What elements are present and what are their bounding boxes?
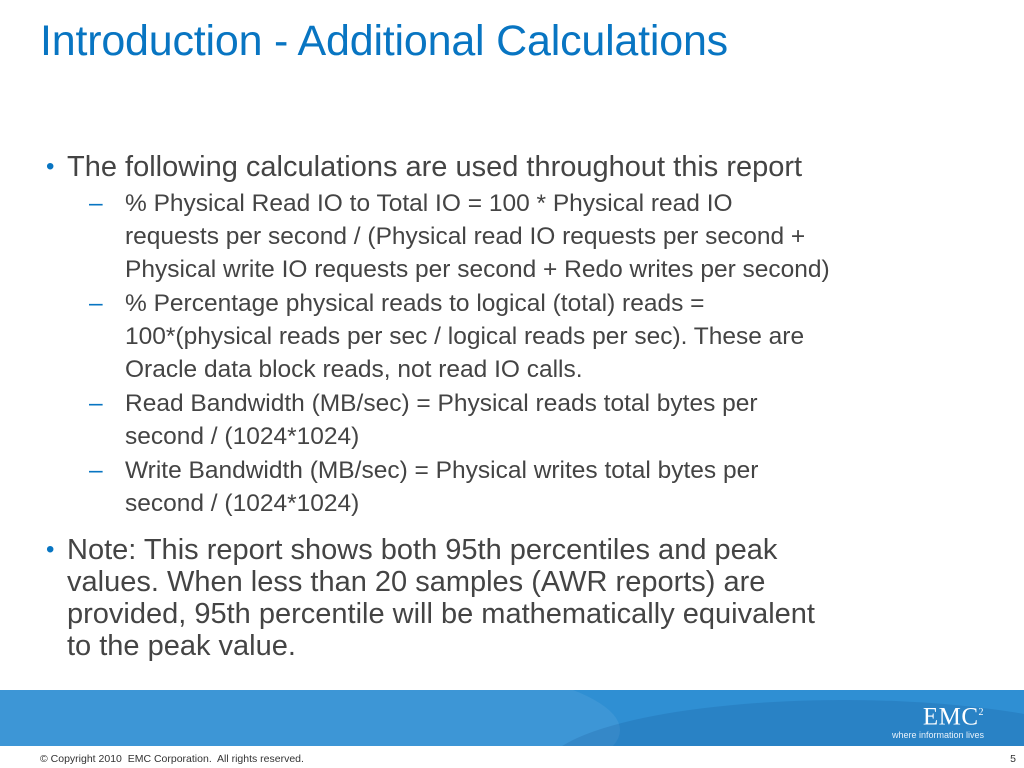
footer-band <box>0 690 1024 746</box>
dash-icon: – <box>89 457 103 484</box>
dash-icon: – <box>89 390 103 417</box>
sub-bullet-text: Read Bandwidth (MB/sec) = Physical reads total bytes per <box>125 390 758 417</box>
sub-bullet-item <box>89 287 1006 386</box>
sub-bullet-text: 100*(physical reads per sec / logical reads per sec). These are <box>125 323 805 350</box>
sub-bullet-item <box>89 387 1006 453</box>
sub-bullet-list <box>89 187 1006 520</box>
sub-bullet-text: requests per second / (Physical read IO requests per second + <box>125 223 806 250</box>
emc-logo <box>874 700 984 744</box>
logo-text: EMC <box>922 703 979 731</box>
slide-title: Introduction - Additional Calculations <box>40 17 728 65</box>
sub-bullet-text: Oracle data block reads, not read IO calls. <box>125 356 583 383</box>
dash-icon: – <box>89 190 103 217</box>
sub-bullet-text: % Physical Read IO to Total IO = 100 * Physical read IO <box>125 190 733 217</box>
sub-bullet-text: % Percentage physical reads to logical (total) reads = <box>125 290 705 317</box>
bullet-icon: • <box>46 536 55 563</box>
bullet-text: The following calculations are used throughout this report <box>67 151 803 183</box>
bullet-text: values. When less than 20 samples (AWR reports) are <box>67 566 766 598</box>
bullet-icon: • <box>46 153 55 180</box>
logo-tagline: where information lives <box>891 730 984 741</box>
sub-bullet-text: second / (1024*1024) <box>125 423 360 450</box>
logo-superscript: 2 <box>978 707 984 718</box>
slide-body <box>46 151 1006 662</box>
sub-bullet-text: Physical write IO requests per second + Redo writes per second) <box>125 256 830 283</box>
sub-bullet-text: Write Bandwidth (MB/sec) = Physical writes total bytes per <box>125 457 759 484</box>
dash-icon: – <box>89 290 103 317</box>
logo-wordmark <box>874 700 984 730</box>
bullet-item <box>46 151 1006 520</box>
sub-bullet-item <box>89 187 1006 286</box>
bullet-item <box>46 534 1006 662</box>
bullet-text: to the peak value. <box>67 630 296 662</box>
copyright-text: © Copyright 2010 EMC Corporation. All rights reserved. <box>40 753 304 765</box>
sub-bullet-text: second / (1024*1024) <box>125 490 360 517</box>
page-number: 5 <box>1010 753 1016 765</box>
bullet-text: Note: This report shows both 95th percentiles and peak <box>67 534 778 566</box>
bullet-text: provided, 95th percentile will be mathematically equivalent <box>67 598 815 630</box>
sub-bullet-item <box>89 454 1006 520</box>
